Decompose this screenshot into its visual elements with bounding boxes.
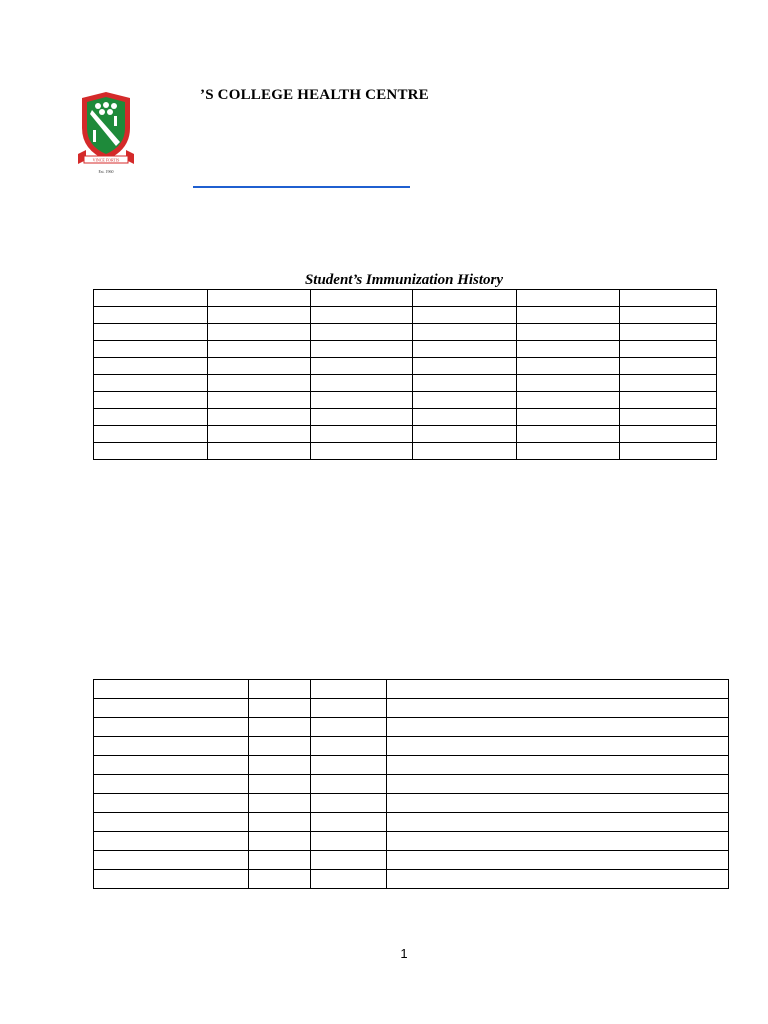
table-cell[interactable] <box>413 290 517 307</box>
table-cell[interactable] <box>311 409 413 426</box>
table-cell[interactable] <box>94 870 249 889</box>
page-number: 1 <box>400 946 408 961</box>
table-cell[interactable] <box>94 307 208 324</box>
table-cell[interactable] <box>311 426 413 443</box>
table-cell[interactable] <box>94 718 249 737</box>
table-cell[interactable] <box>413 324 517 341</box>
immunization-history-table <box>93 289 717 460</box>
page-title: ’S COLLEGE HEALTH CENTRE <box>200 87 429 103</box>
table-cell[interactable] <box>94 699 249 718</box>
table-cell[interactable] <box>94 409 208 426</box>
table-row <box>94 426 717 443</box>
table-row <box>94 794 729 813</box>
table-cell[interactable] <box>208 409 311 426</box>
table-cell[interactable] <box>94 775 249 794</box>
table-cell[interactable] <box>311 290 413 307</box>
table-cell[interactable] <box>94 756 249 775</box>
table-cell[interactable] <box>311 794 387 813</box>
table-row <box>94 775 729 794</box>
table-cell[interactable] <box>311 737 387 756</box>
table-cell[interactable] <box>413 443 517 460</box>
table-cell[interactable] <box>517 426 620 443</box>
table-row <box>94 813 729 832</box>
table-cell[interactable] <box>208 375 311 392</box>
table-cell[interactable] <box>311 680 387 699</box>
table-row <box>94 718 729 737</box>
table-cell[interactable] <box>94 813 249 832</box>
table-cell[interactable] <box>311 375 413 392</box>
table-cell[interactable] <box>387 680 729 699</box>
table-cell[interactable] <box>387 699 729 718</box>
table-cell[interactable] <box>311 813 387 832</box>
table-cell[interactable] <box>249 775 311 794</box>
table-cell[interactable] <box>620 324 717 341</box>
table-row <box>94 307 717 324</box>
table-cell[interactable] <box>620 426 717 443</box>
table-cell[interactable] <box>413 358 517 375</box>
table-row <box>94 358 717 375</box>
table-cell[interactable] <box>249 832 311 851</box>
table-cell[interactable] <box>311 307 413 324</box>
table-cell[interactable] <box>208 341 311 358</box>
table-cell[interactable] <box>249 813 311 832</box>
table-cell[interactable] <box>94 832 249 851</box>
table-cell[interactable] <box>311 851 387 870</box>
table-cell[interactable] <box>94 737 249 756</box>
table-cell[interactable] <box>249 680 311 699</box>
table-cell[interactable] <box>387 737 729 756</box>
table-cell[interactable] <box>387 718 729 737</box>
crest-established: Est. 1960 <box>98 169 114 174</box>
table-cell[interactable] <box>517 290 620 307</box>
table-cell[interactable] <box>94 443 208 460</box>
table-cell[interactable] <box>517 307 620 324</box>
table-cell[interactable] <box>387 832 729 851</box>
table-cell[interactable] <box>311 443 413 460</box>
table-row <box>94 375 717 392</box>
table-cell[interactable] <box>413 307 517 324</box>
blank-link-underline <box>193 186 410 188</box>
table-cell[interactable] <box>620 290 717 307</box>
table-cell[interactable] <box>311 870 387 889</box>
table-cell[interactable] <box>208 324 311 341</box>
table-cell[interactable] <box>311 699 387 718</box>
table-cell[interactable] <box>94 680 249 699</box>
table-cell[interactable] <box>94 290 208 307</box>
table-cell[interactable] <box>311 756 387 775</box>
table-cell[interactable] <box>249 737 311 756</box>
table-cell[interactable] <box>387 775 729 794</box>
table-cell[interactable] <box>387 756 729 775</box>
table-cell[interactable] <box>249 756 311 775</box>
crest-motto: VINCE FORTIS <box>92 157 120 163</box>
table-cell[interactable] <box>94 341 208 358</box>
table-cell[interactable] <box>620 307 717 324</box>
table-cell[interactable] <box>94 851 249 870</box>
table-cell[interactable] <box>311 358 413 375</box>
table-row <box>94 870 729 889</box>
table-cell[interactable] <box>94 324 208 341</box>
table-cell[interactable] <box>94 392 208 409</box>
table-cell[interactable] <box>208 443 311 460</box>
table-row <box>94 851 729 870</box>
table-cell[interactable] <box>249 851 311 870</box>
table-cell[interactable] <box>94 375 208 392</box>
table-cell[interactable] <box>311 341 413 358</box>
table-cell[interactable] <box>94 794 249 813</box>
table-cell[interactable] <box>208 307 311 324</box>
second-record-table <box>93 679 729 889</box>
table-cell[interactable] <box>311 775 387 794</box>
table-cell[interactable] <box>413 409 517 426</box>
table-cell[interactable] <box>413 341 517 358</box>
table-cell[interactable] <box>620 341 717 358</box>
table-cell[interactable] <box>208 290 311 307</box>
table-cell[interactable] <box>413 375 517 392</box>
table-cell[interactable] <box>249 718 311 737</box>
table-row <box>94 737 729 756</box>
table-cell[interactable] <box>517 341 620 358</box>
table-cell[interactable] <box>94 358 208 375</box>
table-cell[interactable] <box>249 870 311 889</box>
table-cell[interactable] <box>517 392 620 409</box>
school-crest-logo <box>78 92 134 178</box>
table-cell[interactable] <box>620 375 717 392</box>
table-row <box>94 409 717 426</box>
table-row <box>94 680 729 699</box>
table-cell[interactable] <box>311 832 387 851</box>
table-cell[interactable] <box>249 699 311 718</box>
table-cell[interactable] <box>387 870 729 889</box>
table-cell[interactable] <box>413 426 517 443</box>
table-row <box>94 699 729 718</box>
table-row <box>94 290 717 307</box>
table-cell[interactable] <box>208 426 311 443</box>
table-cell[interactable] <box>249 794 311 813</box>
table-cell[interactable] <box>620 443 717 460</box>
table-row <box>94 392 717 409</box>
table-cell[interactable] <box>387 794 729 813</box>
table-cell[interactable] <box>517 409 620 426</box>
table-cell[interactable] <box>311 718 387 737</box>
table-cell[interactable] <box>517 375 620 392</box>
table-cell[interactable] <box>620 409 717 426</box>
table-cell[interactable] <box>413 392 517 409</box>
table-row <box>94 756 729 775</box>
table-cell[interactable] <box>311 392 413 409</box>
immunization-table-caption: Student’s Immunization History <box>304 272 504 288</box>
table-row <box>94 341 717 358</box>
table-cell[interactable] <box>94 426 208 443</box>
table-cell[interactable] <box>620 358 717 375</box>
table-cell[interactable] <box>311 324 413 341</box>
table-cell[interactable] <box>620 392 717 409</box>
table-cell[interactable] <box>208 392 311 409</box>
table-cell[interactable] <box>208 358 311 375</box>
table-cell[interactable] <box>517 443 620 460</box>
table-row <box>94 324 717 341</box>
table-cell[interactable] <box>387 813 729 832</box>
table-cell[interactable] <box>517 324 620 341</box>
table-cell[interactable] <box>517 358 620 375</box>
table-row <box>94 443 717 460</box>
table-cell[interactable] <box>387 851 729 870</box>
table-row <box>94 832 729 851</box>
